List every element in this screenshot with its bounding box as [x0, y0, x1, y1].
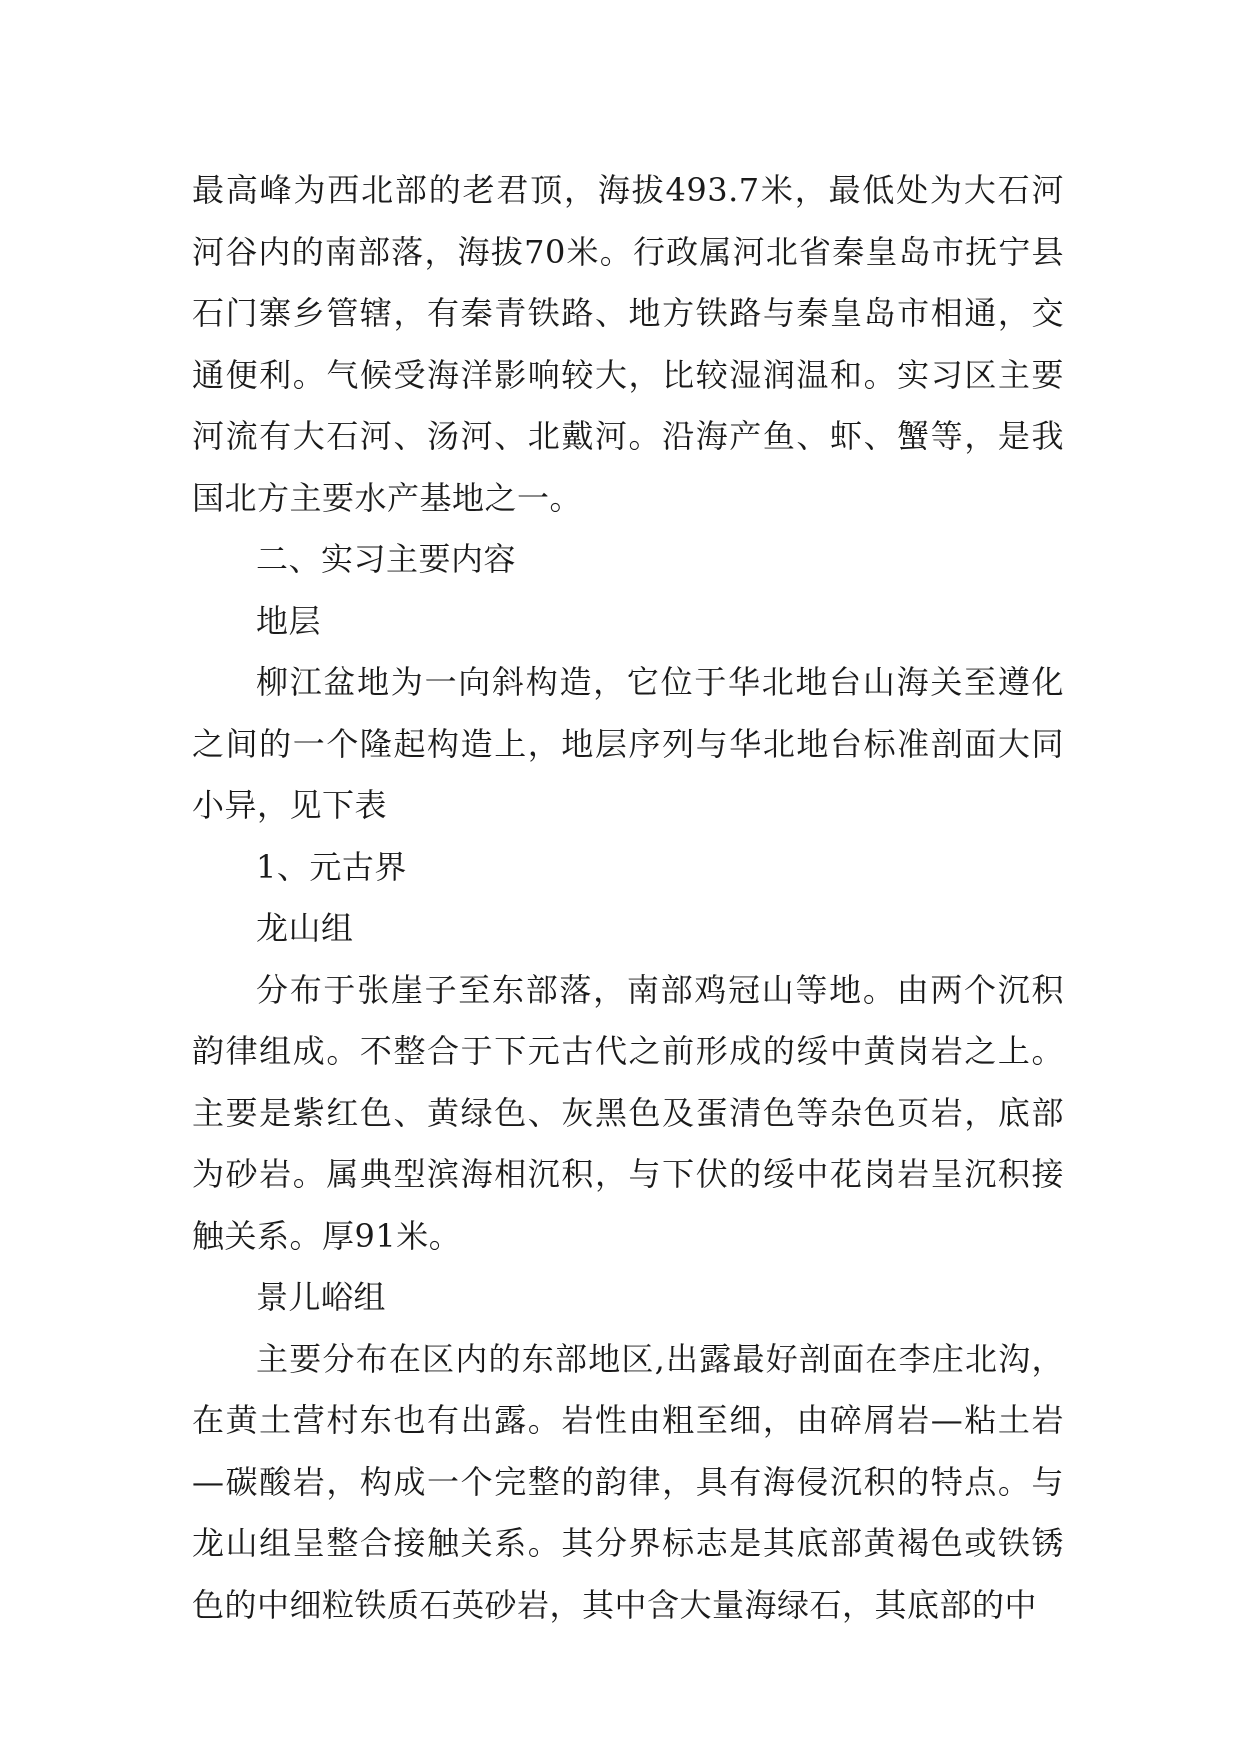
- paragraph-jingeryu: 主要分布在区内的东部地区,出露最好剖面在李庄北沟，在黄土营村东也有出露。岩性由粗至细，由碎屑岩—粘土岩—碳酸岩，构成一个完整的韵律，具有海侵沉积的特点。与龙山组呈整合接触关系。其分界标志是其底部黄褐色或铁锈色的中细粒铁质石英砂岩，其中含大量海绿石，其底部的中: [192, 1339, 1064, 1624]
- heading-longshan-formation: 龙山组: [256, 909, 354, 947]
- document-body: [192, 160, 1064, 1636]
- heading-jingeryu-formation: 景儿峪组: [256, 1278, 387, 1316]
- paragraph-location: 最高峰为西北部的老君顶，海拔493.7米，最低处为大石河河谷内的南部落，海拔70米。行政属河北省秦皇岛市抚宁县石门寨乡管辖，有秦青铁路、地方铁路与秦皇岛市相通，交通便利。气候受海洋影响较大，比较湿润温和。实习区主要河流有大石河、汤河、北戴河。沿海产鱼、虾、蟹等，是我国北方主要水产基地之一。: [192, 171, 1064, 517]
- paragraph-basin: 柳江盆地为一向斜构造，它位于华北地台山海关至遵化之间的一个隆起构造上，地层序列与华北地台标准剖面大同小异，见下表: [192, 663, 1064, 824]
- paragraph-longshan: 分布于张崖子至东部落，南部鸡冠山等地。由两个沉积韵律组成。不整合于下元古代之前形成的绥中黄岗岩之上。主要是紫红色、黄绿色、灰黑色及蛋清色等杂色页岩，底部为砂岩。属典型滨海相沉积，与下伏的绥中花岗岩呈沉积接触关系。厚91米。: [192, 970, 1064, 1255]
- heading-strata: 地层: [256, 601, 322, 640]
- heading-internship-content: 二、实习主要内容: [256, 540, 517, 578]
- heading-proterozoic: 1、元古界: [256, 847, 407, 886]
